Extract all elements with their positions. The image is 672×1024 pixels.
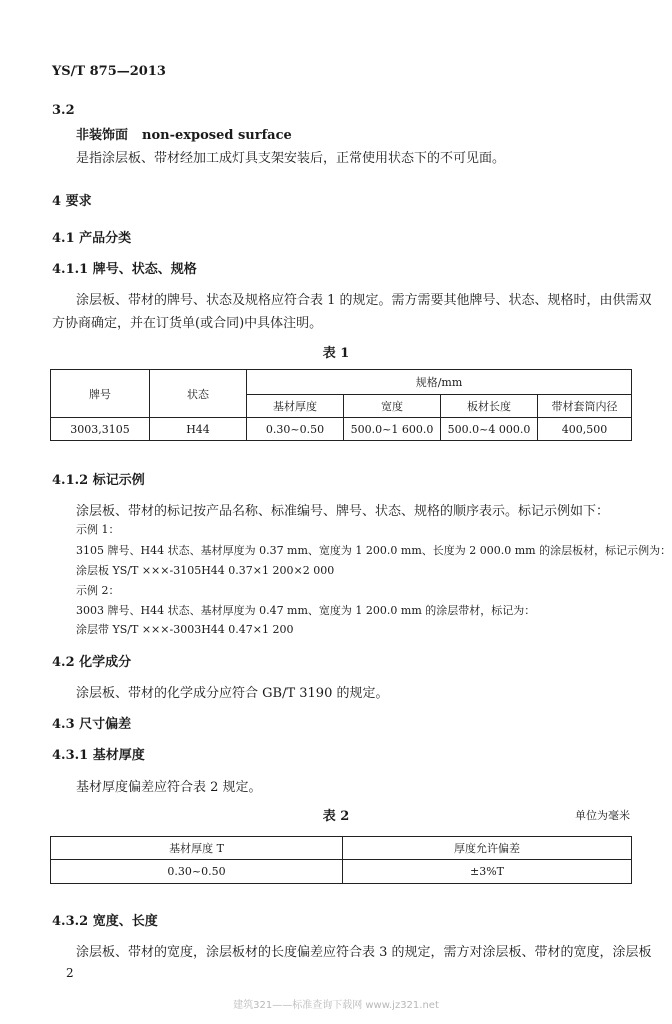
table-row <box>51 418 632 441</box>
section-4-3-2-heading: 4.3.2 宽度、长度 <box>52 914 158 929</box>
table2-header-thickness <box>51 837 343 860</box>
term-zh: 非装饰面 <box>76 128 129 143</box>
table2-title: 表 2 <box>322 809 350 824</box>
table2-header-tolerance: 厚度允许偏差 <box>343 837 632 860</box>
table1-header-temper: 状态 <box>150 370 247 418</box>
table1-header-width: 宽度 <box>344 395 441 418</box>
section-4-3-1-heading: 4.3.1 基材厚度 <box>52 748 145 763</box>
table2-header-thickness-label: 基材厚度 T <box>169 842 224 855</box>
page-number: 2 <box>66 966 74 980</box>
standard-code-header: YS/T 875—2013 <box>52 64 166 79</box>
section-4-2-para: 涂层板、带材的化学成分应符合 GB/T 3190 的规定。 <box>76 686 389 701</box>
table1-header-grade: 牌号 <box>51 370 150 418</box>
table1-title: 表 1 <box>322 346 350 361</box>
table2-unit-note: 单位为毫米 <box>575 809 630 822</box>
example2-mark: 涂层带 YS/T ×××-3003H44 0.47×1 200 <box>76 623 294 636</box>
table2-cell-thickness: 0.30~0.50 <box>51 860 343 884</box>
section-4-3-2-para: 涂层板、带材的宽度，涂层板材的长度偏差应符合表 3 的规定，需方对涂层板、带材的宽度，涂层板 <box>76 945 652 960</box>
section-4-1-1-heading: 4.1.1 牌号、状态、规格 <box>52 262 197 277</box>
table1-header-spec-group: 规格/mm <box>247 370 632 395</box>
section-4-3-1-para: 基材厚度偏差应符合表 2 规定。 <box>76 780 262 795</box>
table1-header-plate-length: 板材长度 <box>441 395 538 418</box>
example1-mark: 涂层板 YS/T ×××-3105H44 0.37×1 200×2 000 <box>76 564 335 577</box>
term-en: non-exposed surface <box>142 128 292 143</box>
term-title <box>76 124 292 143</box>
table2-cell-tolerance: ±3%T <box>343 860 632 884</box>
watermark: 建筑321——标准查询下载网 www.jz321.net <box>233 1000 439 1011</box>
table1-cell-base-thickness: 0.30~0.50 <box>247 418 344 441</box>
example1-text: 3105 牌号、H44 状态、基材厚度为 0.37 mm、宽度为 1 200.0 mm、长度为 2 000.0 mm 的涂层板材，标记示例为： <box>76 544 672 557</box>
example2-text: 3003 牌号、H44 状态、基材厚度为 0.47 mm、宽度为 1 200.0 mm 的涂层带材，标记为： <box>76 604 536 617</box>
section-4-2-heading: 4.2 化学成分 <box>52 655 132 670</box>
example1-label: 示例 1： <box>76 523 120 536</box>
section-4-1-1-para-line1: 涂层板、带材的牌号、状态及规格应符合表 1 的规定。需方需要其他牌号、状态、规格时，由供需双 <box>76 293 652 308</box>
table1-cell-temper: H44 <box>150 418 247 441</box>
table1-cell-grade: 3003,3105 <box>51 418 150 441</box>
term-definition: 是指涂层板、带材经加工成灯具支架安装后，正常使用状态下的不可见面。 <box>76 151 506 166</box>
table1-cell-coil-inner-dia: 400,500 <box>538 418 632 441</box>
section-4-1-heading: 4.1 产品分类 <box>52 231 132 246</box>
section-4-1-2-intro: 涂层板、带材的标记按产品名称、标准编号、牌号、状态、规格的顺序表示。标记示例如下： <box>76 504 610 519</box>
table1 <box>50 369 632 441</box>
section-4-3-heading: 4.3 尺寸偏差 <box>52 717 132 732</box>
table1-cell-plate-length: 500.0~4 000.0 <box>441 418 538 441</box>
section-4-1-1-para-line2: 方协商确定，并在订货单(或合同)中具体注明。 <box>52 316 323 331</box>
table-row <box>51 860 632 884</box>
section-4-heading: 4 要求 <box>52 194 92 209</box>
table1-header-base-thickness: 基材厚度 <box>247 395 344 418</box>
table2 <box>50 836 632 884</box>
example2-label: 示例 2： <box>76 584 120 597</box>
section-3-2-number: 3.2 <box>52 103 75 118</box>
table1-header-coil-inner-dia: 带材套筒内径 <box>538 395 632 418</box>
section-4-1-2-heading: 4.1.2 标记示例 <box>52 473 145 488</box>
table1-cell-width: 500.0~1 600.0 <box>344 418 441 441</box>
